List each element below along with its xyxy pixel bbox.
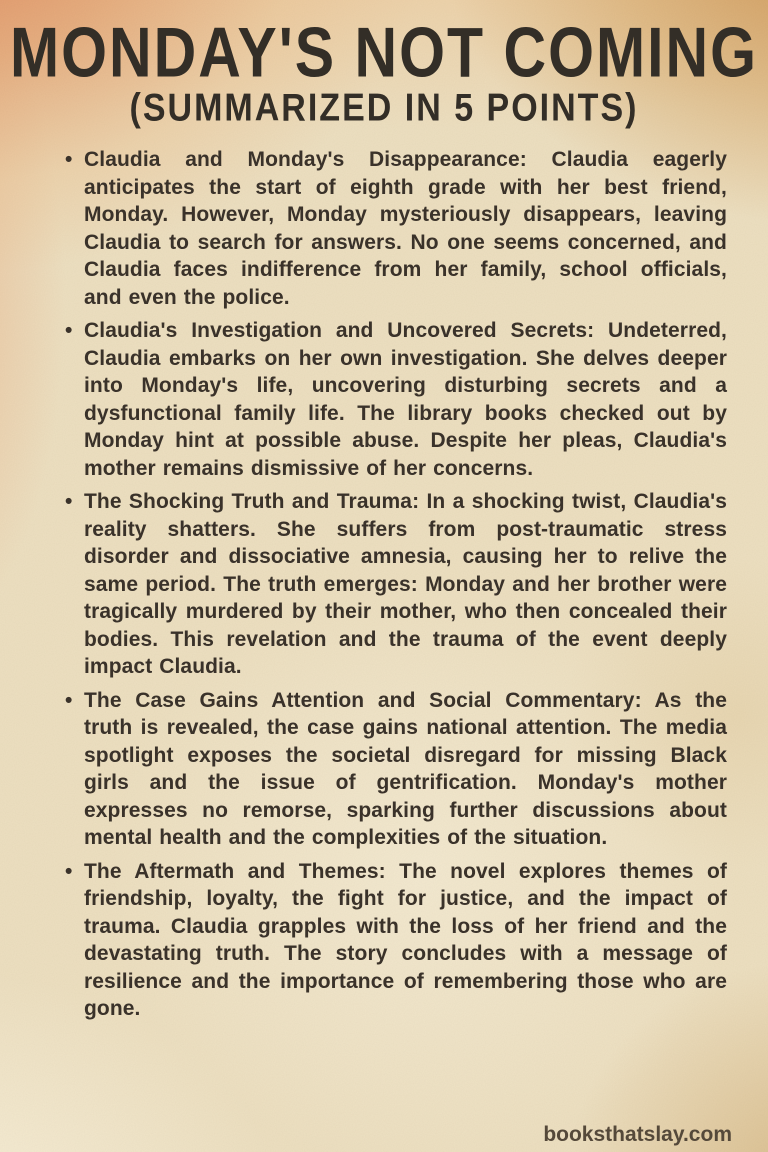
summary-point-5-text: The novel explores themes of friendship, loyalty, the fight for justice, and the impact of trauma. Claudia grapples with the loss of her friend and the devastating truth. The story concludes with a message of resilience and the importance of remembering those who are gone. (84, 859, 727, 1020)
poster-content (0, 12, 768, 1023)
summary-point-1-text: Claudia eagerly anticipates the start of eighth grade with her best friend, Monday. However, Monday mysteriously disappears, leaving Claudia to search for answers. No one seems concerned, and Claudia faces indifference from her family, school officials, and even the police. (84, 148, 727, 309)
summary-points-list (84, 146, 727, 1023)
page-subtitle-text: (SUMMARIZED IN 5 POINTS) (129, 85, 639, 130)
summary-point-2-label: Claudia's Investigation and Uncovered Secrets: (84, 319, 595, 342)
summary-point-1-label: Claudia and Monday's Disappearance: (84, 148, 527, 171)
summary-point-2-text: Undeterred, Claudia embarks on her own investigation. She delves deeper into Monday's life, uncovering disturbing secrets and a dysfunctional family life. The library books checked out by Monday hint at possible abuse. Despite her pleas, Claudia's mother remains dismissive of her concerns. (84, 319, 727, 480)
watermark-site-url: booksthatslay.com (543, 1123, 732, 1146)
summary-point-5 (84, 858, 727, 1023)
page-title (0, 12, 768, 92)
summary-point-3-text: In a shocking twist, Claudia's reality shatters. She suffers from post-traumatic stress disorder and dissociative amnesia, causing her to relive the same period. The truth emerges: Monday and her brother were tragically murdered by their mother, who then concealed their bodies. This revelation and the trauma of the event deeply impact Claudia. (84, 490, 728, 678)
summary-point-3 (84, 488, 727, 681)
page-title-text: MONDAY'S NOT COMING (9, 12, 759, 92)
summary-point-5-label: The Aftermath and Themes: (84, 859, 386, 883)
summary-point-4-label: The Case Gains Attention and Social Commentary: (84, 688, 642, 712)
summary-point-3-label: The Shocking Truth and Trauma: (84, 490, 420, 513)
summary-point-4-text: As the truth is revealed, the case gains national attention. The media spotlight exposes the societal disregard for missing Black girls and the issue of gentrification. Monday's mother expresses no remorse, sparking further discussions about mental health and the complexities of the situation. (84, 688, 728, 849)
summary-point-1 (84, 146, 727, 311)
page-subtitle (0, 85, 768, 130)
summary-point-2 (84, 317, 727, 482)
summary-point-4 (84, 687, 727, 852)
